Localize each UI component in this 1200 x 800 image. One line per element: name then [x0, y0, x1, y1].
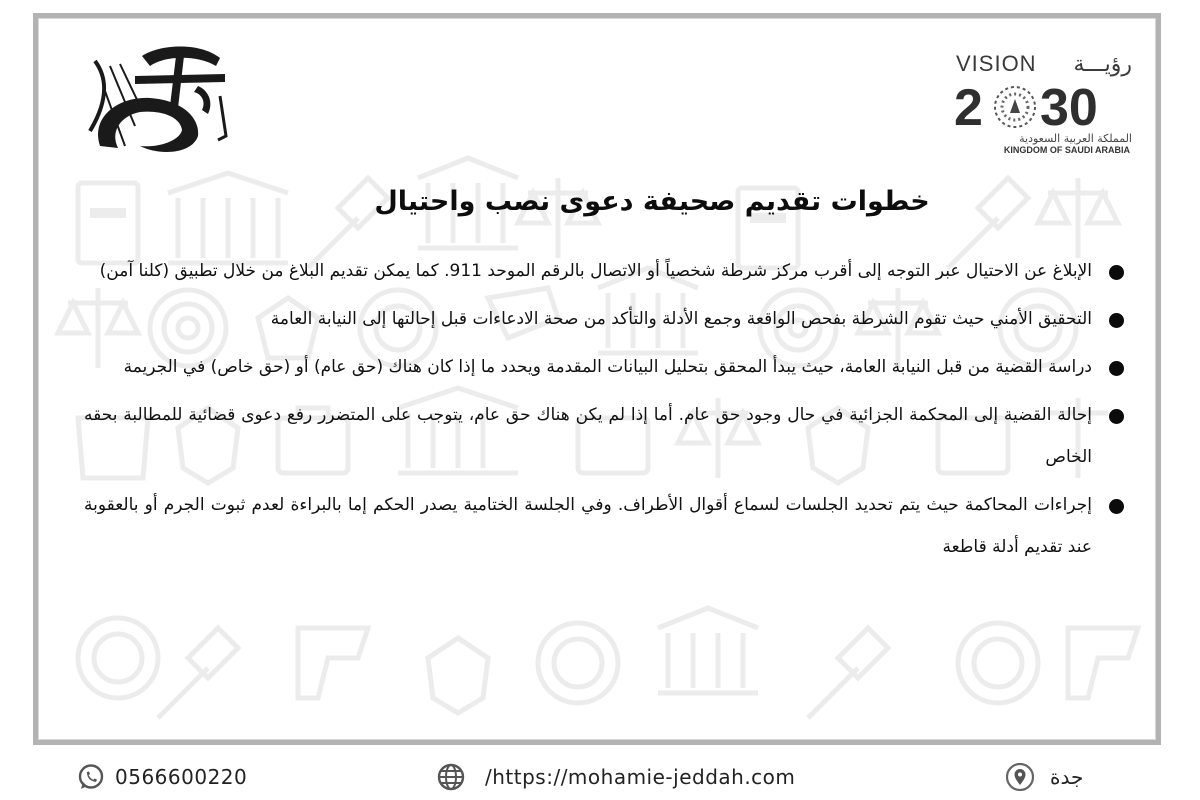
location-pin-icon — [1006, 763, 1034, 791]
city-name: جدة — [1050, 765, 1084, 789]
step-text: الإبلاغ عن الاحتيال عبر التوجه إلى أقرب مركز شرطة شخصياً أو الاتصال بالرقم الموحد 911. كما يمكن تقديم البلاغ من خلال تطبيق (كلنا آمن) — [99, 261, 1092, 281]
vision-emblem-icon — [995, 87, 1035, 127]
bullet-icon — [1109, 265, 1124, 280]
globe-icon — [437, 763, 465, 791]
vision-ar-text: رؤيـــة — [1073, 52, 1132, 77]
vision-year-left: 2 — [954, 79, 983, 137]
bullet-icon — [1109, 499, 1124, 514]
website-url[interactable]: /https://mohamie-jeddah.com — [485, 765, 796, 789]
kingdom-en-text: KINGDOM OF SAUDI ARABIA — [1003, 145, 1130, 155]
page-title: خطوات تقديم صحيفة دعوى نصب واحتيال — [374, 186, 930, 217]
content-frame — [33, 13, 1161, 745]
bullet-icon — [1109, 361, 1124, 376]
list-item — [84, 484, 1134, 568]
website-contact[interactable] — [437, 762, 795, 792]
whatsapp-icon — [77, 763, 105, 791]
step-text: دراسة القضية من قبل النيابة العامة، حيث يبدأ المحقق بتحليل البيانات المقدمة ويحدد ما إذا كان هناك (حق عام) أو (حق خاص) في الجريمة — [123, 357, 1092, 377]
vision-en-text: VISION — [956, 51, 1037, 76]
vision-year-right: 30 — [1040, 79, 1098, 137]
kingdom-ar-text: المملكة العربية السعودية — [1019, 132, 1132, 145]
bullet-icon — [1109, 313, 1124, 328]
mohamie-calligraphy-logo — [80, 36, 230, 161]
list-item — [84, 298, 1134, 340]
list-item — [84, 250, 1134, 292]
phone-contact[interactable] — [77, 762, 247, 792]
bullet-icon — [1109, 409, 1124, 424]
step-text: إجراءات المحاكمة حيث يتم تحديد الجلسات لسماع أقوال الأطراف. وفي الجلسة الختامية يصدر الحكم إما بالبراءة لعدم ثبوت الجرم أو بالعقوبة عند تقديم أدلة قاطعة — [84, 495, 1092, 557]
vision-2030-logo — [954, 45, 1134, 155]
step-text: التحقيق الأمني حيث تقوم الشرطة بفحص الواقعة وجمع الأدلة والتأكد من صحة الادعاءات قبل إحالتها إلى النيابة العامة — [270, 309, 1092, 329]
list-item — [84, 394, 1134, 478]
step-text: إحالة القضية إلى المحكمة الجزائية في حال وجود حق عام. أما إذا لم يكن هناك حق عام، يتوجب على المتضرر رفع دعوى قضائية للمطالبة بحقه الخاص — [84, 405, 1092, 467]
list-item — [84, 346, 1134, 388]
location-contact — [1006, 762, 1083, 792]
contact-footer — [0, 752, 1200, 800]
steps-list — [84, 250, 1134, 574]
phone-number: 0566600220 — [115, 765, 248, 789]
